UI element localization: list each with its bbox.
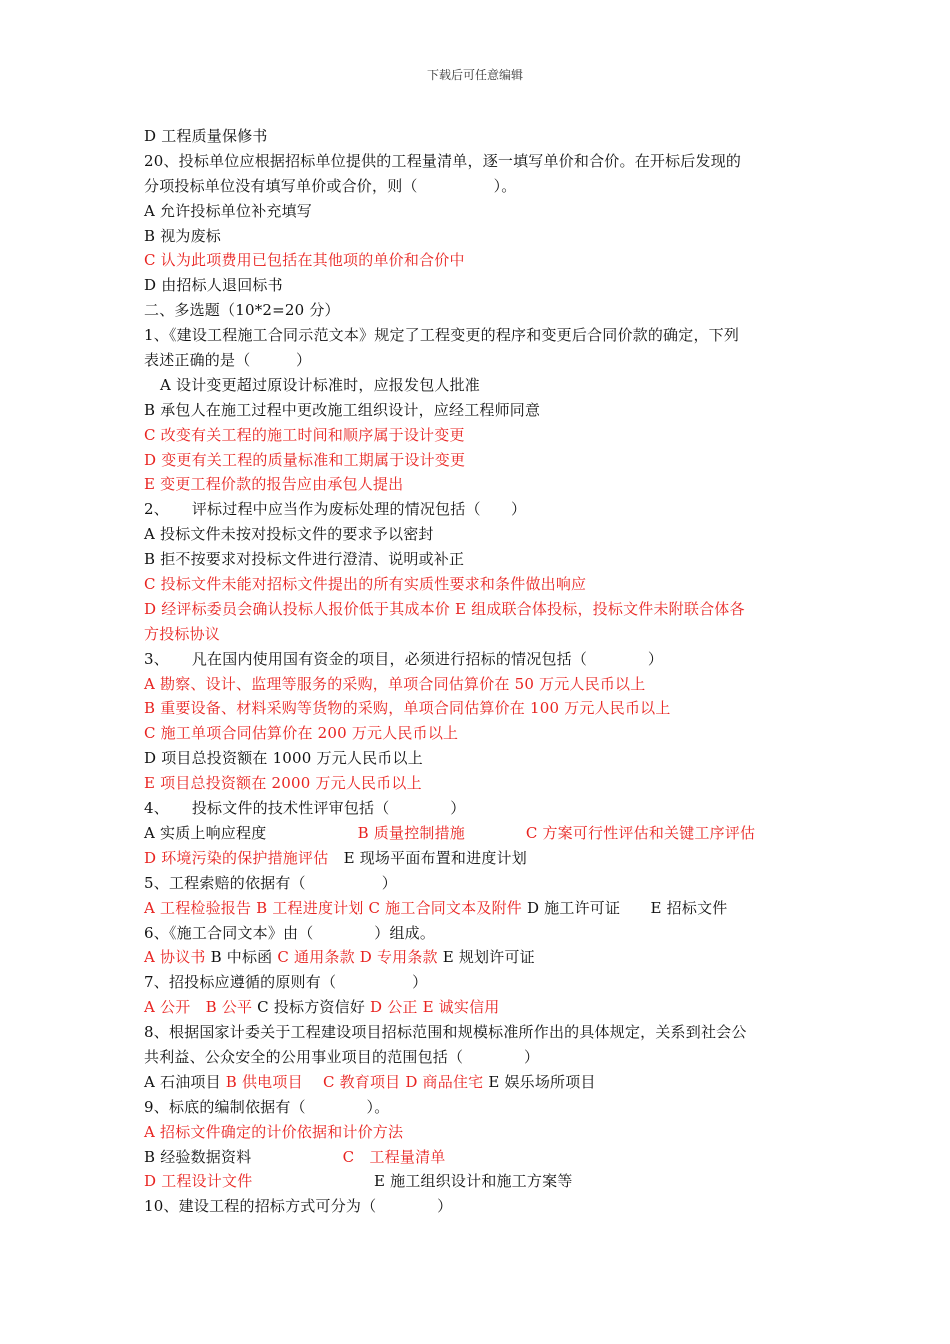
question-text: A 投标文件未按对投标文件的要求予以密封 <box>144 525 434 544</box>
text-line <box>144 174 824 199</box>
answer-text: D 环境污染的保护措施评估 <box>144 848 329 867</box>
question-text: 20、投标单位应根据招标单位提供的工程量清单，逐一填写单价和合价。在开标后发现的 <box>144 151 742 170</box>
question-text: D 工程质量保修书 <box>144 127 268 145</box>
text-line <box>144 1194 824 1219</box>
text-line <box>144 522 824 547</box>
question-text: 4、 投标文件的技术性评审包括（ ） <box>144 799 466 818</box>
question-text: D 由招标人退回标书 <box>144 276 283 295</box>
text-line <box>144 696 824 721</box>
text-line <box>144 597 824 622</box>
text-line <box>144 672 824 697</box>
answer-text: C 认为此项费用已包括在其他项的单价和合价中 <box>144 251 465 270</box>
question-text: 7、招投标应遵循的原则有（ ） <box>144 973 428 992</box>
answer-text: C 投标文件未能对招标文件提出的所有实质性要求和条件做出响应 <box>144 575 587 594</box>
question-text: E 现场平面布置和进度计划 <box>328 848 527 867</box>
answer-text: D 变更有关工程的质量标准和工期属于设计变更 <box>144 450 466 469</box>
text-line <box>144 472 824 497</box>
question-text: 5、工程索赔的依据有（ ） <box>144 873 397 892</box>
question-text: D 项目总投资额在 1000 万元人民币以上 <box>144 749 423 768</box>
text-line <box>144 373 824 398</box>
text-line <box>144 622 824 647</box>
question-text: A 允许投标单位补充填写 <box>144 201 313 220</box>
text-line <box>144 298 824 323</box>
question-text: 共利益、公众安全的公用事业项目的范围包括（ ） <box>144 1047 540 1066</box>
text-line <box>144 896 824 921</box>
question-text: 2、 评标过程中应当作为废标处理的情况包括（ ） <box>144 500 527 519</box>
document-body <box>144 124 824 1219</box>
question-text: E 施工组织设计和施工方案等 <box>252 1172 573 1191</box>
answer-text: C 工程量清单 <box>342 1147 446 1166</box>
answer-text: A 勘察、设计、监理等服务的采购，单项合同估算价在 50 万元人民币以上 <box>144 674 646 693</box>
page-header: 下载后可任意编辑 <box>426 68 523 82</box>
text-line <box>144 970 824 995</box>
answer-text: A 协议书 <box>144 948 206 967</box>
answer-text: D 公正 E 诚实信用 <box>370 998 500 1017</box>
text-line <box>144 846 824 871</box>
text-line <box>144 821 824 846</box>
answer-text: E 项目总投资额在 2000 万元人民币以上 <box>144 774 422 793</box>
text-line <box>144 497 824 522</box>
question-text: 二、多选题（10*2=20 分） <box>144 301 340 320</box>
answer-text: C 施工单项合同估算价在 200 万元人民币以上 <box>144 724 459 743</box>
answer-text: B 重要设备、材料采购等货物的采购，单项合同估算价在 100 万元人民币以上 <box>144 699 671 718</box>
question-text: B 承包人在施工过程中更改施工组织设计，应经工程师同意 <box>144 400 541 419</box>
text-line <box>144 124 824 149</box>
question-text: B 经验数据资料 <box>144 1147 343 1166</box>
answer-text: D 经评标委员会确认投标人报价低于其成本价 E 组成联合体投标，投标文件未附联合体各 <box>144 599 745 618</box>
question-text: 分项投标单位没有填写单价或合价，则（ ）。 <box>144 176 517 195</box>
question-text: 6、《施工合同文本》由（ ）组成。 <box>144 923 436 942</box>
text-line <box>144 1120 824 1145</box>
text-line <box>144 746 824 771</box>
answer-text: 方投标协议 <box>144 624 221 643</box>
text-line <box>144 871 824 896</box>
question-text: A 石油项目 <box>144 1072 226 1091</box>
question-text: E 娱乐场所项目 <box>483 1072 596 1091</box>
text-line <box>144 199 824 224</box>
text-line <box>144 647 824 672</box>
answer-text: D 工程设计文件 <box>144 1172 253 1191</box>
question-text: 表述正确的是（ ） <box>144 351 312 370</box>
text-line <box>144 771 824 796</box>
text-line <box>144 348 824 373</box>
question-text: 1、《建设工程施工合同示范文本》规定了工程变更的程序和变更后合同价款的确定，下列 <box>144 326 740 345</box>
text-line <box>144 1070 824 1095</box>
text-line <box>144 921 824 946</box>
text-line <box>144 448 824 473</box>
text-line <box>144 796 824 821</box>
question-text: 3、 凡在国内使用国有资金的项目，必须进行招标的情况包括（ ） <box>144 649 664 668</box>
answer-text: B 质量控制措施 <box>357 823 526 842</box>
answer-text: C 通用条款 D 专用条款 <box>277 948 438 967</box>
answer-text: B 供电项目 C 教育项目 D 商品住宅 <box>225 1072 484 1091</box>
text-line <box>144 995 824 1020</box>
question-text: 10、建设工程的招标方式可分为（ ） <box>144 1197 453 1216</box>
text-line <box>144 945 824 970</box>
text-line <box>144 721 824 746</box>
text-line <box>144 1095 824 1120</box>
text-line <box>144 149 824 174</box>
question-text: E 规划许可证 <box>437 948 535 967</box>
question-text: B 视为废标 <box>144 226 221 245</box>
answer-text: C 改变有关工程的施工时间和顺序属于设计变更 <box>144 425 465 444</box>
text-line <box>144 398 824 423</box>
question-text: 9、标底的编制依据有（ ）。 <box>144 1097 390 1116</box>
text-line <box>144 1169 824 1194</box>
question-text: B 中标函 <box>205 948 278 967</box>
text-line <box>144 1145 824 1170</box>
text-line <box>144 224 824 249</box>
answer-text: A 招标文件确定的计价依据和计价方法 <box>144 1122 404 1141</box>
answer-text: A 工程检验报告 B 工程进度计划 C 施工合同文本及附件 <box>144 898 522 917</box>
question-text: 8、根据国家计委关于工程建设项目招标范围和规模标准所作出的具体规定，关系到社会公 <box>144 1023 747 1042</box>
answer-text: C 方案可行性评估和关键工序评估 <box>525 823 756 842</box>
text-line <box>144 323 824 348</box>
question-text: B 拒不按要求对投标文件进行澄清、说明或补正 <box>144 550 465 569</box>
question-text: A 实质上响应程度 <box>144 823 358 842</box>
question-text: D 施工许可证 E 招标文件 <box>521 898 728 917</box>
text-line <box>144 1045 824 1070</box>
answer-text: A 公开 B 公平 <box>144 998 253 1017</box>
text-line <box>144 423 824 448</box>
answer-text: E 变更工程价款的报告应由承包人提出 <box>144 475 404 494</box>
text-line <box>144 547 824 572</box>
question-text: C 投标方资信好 <box>252 998 370 1017</box>
question-text: A 设计变更超过原设计标准时，应报发包人批准 <box>160 375 481 394</box>
text-line <box>144 572 824 597</box>
text-line <box>144 273 824 298</box>
text-line <box>144 248 824 273</box>
text-line <box>144 1020 824 1045</box>
